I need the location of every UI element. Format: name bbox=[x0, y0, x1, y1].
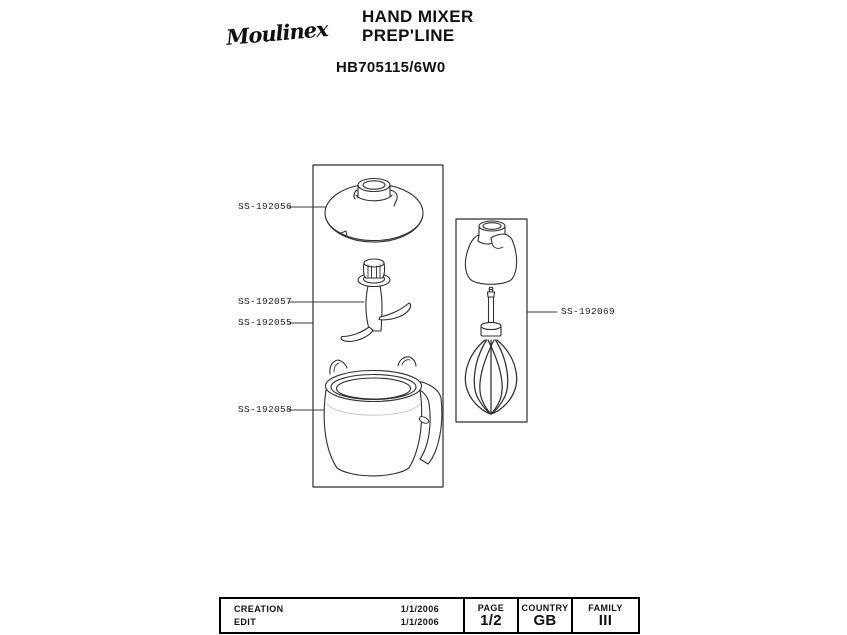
page-value: 1/2 bbox=[480, 612, 502, 629]
chopper-lid-drawing bbox=[325, 179, 423, 243]
creation-label: CREATION bbox=[234, 603, 284, 614]
family-value: III bbox=[598, 612, 613, 629]
page-cell bbox=[463, 599, 517, 632]
whisk-gearbox-drawing bbox=[465, 221, 516, 284]
creation-date: 1/1/2006 bbox=[400, 603, 439, 614]
edit-label: EDIT bbox=[234, 617, 257, 628]
model-number: HB705115/6W0 bbox=[336, 59, 446, 76]
country-cell bbox=[517, 599, 571, 632]
part-ref-whisk: SS-192069 bbox=[561, 306, 616, 317]
country-value: GB bbox=[533, 612, 557, 629]
title-line-1: HAND MIXER bbox=[362, 7, 474, 26]
edit-row bbox=[221, 617, 463, 627]
dates-cell bbox=[221, 599, 463, 632]
chopper-bowl-drawing bbox=[324, 357, 442, 476]
title-line-2: PREP'LINE bbox=[362, 26, 455, 45]
part-ref-blade: SS-192057 bbox=[238, 296, 293, 307]
family-cell bbox=[571, 599, 638, 632]
creation-row bbox=[221, 604, 463, 614]
family-label: FAMILY bbox=[588, 603, 623, 613]
whisk-drawing bbox=[465, 287, 516, 414]
chopper-blade-drawing bbox=[341, 259, 410, 341]
document-info-table bbox=[219, 597, 640, 634]
part-ref-lid: SS-192056 bbox=[238, 201, 293, 212]
part-ref-bowl: SS-192058 bbox=[238, 404, 293, 415]
page-label: PAGE bbox=[477, 603, 505, 613]
edit-date: 1/1/2006 bbox=[400, 617, 439, 628]
part-ref-bowl-assembly: SS-192055 bbox=[238, 317, 293, 328]
country-label: COUNTRY bbox=[521, 603, 569, 613]
moulinex-logo: Moulinex bbox=[225, 16, 329, 50]
